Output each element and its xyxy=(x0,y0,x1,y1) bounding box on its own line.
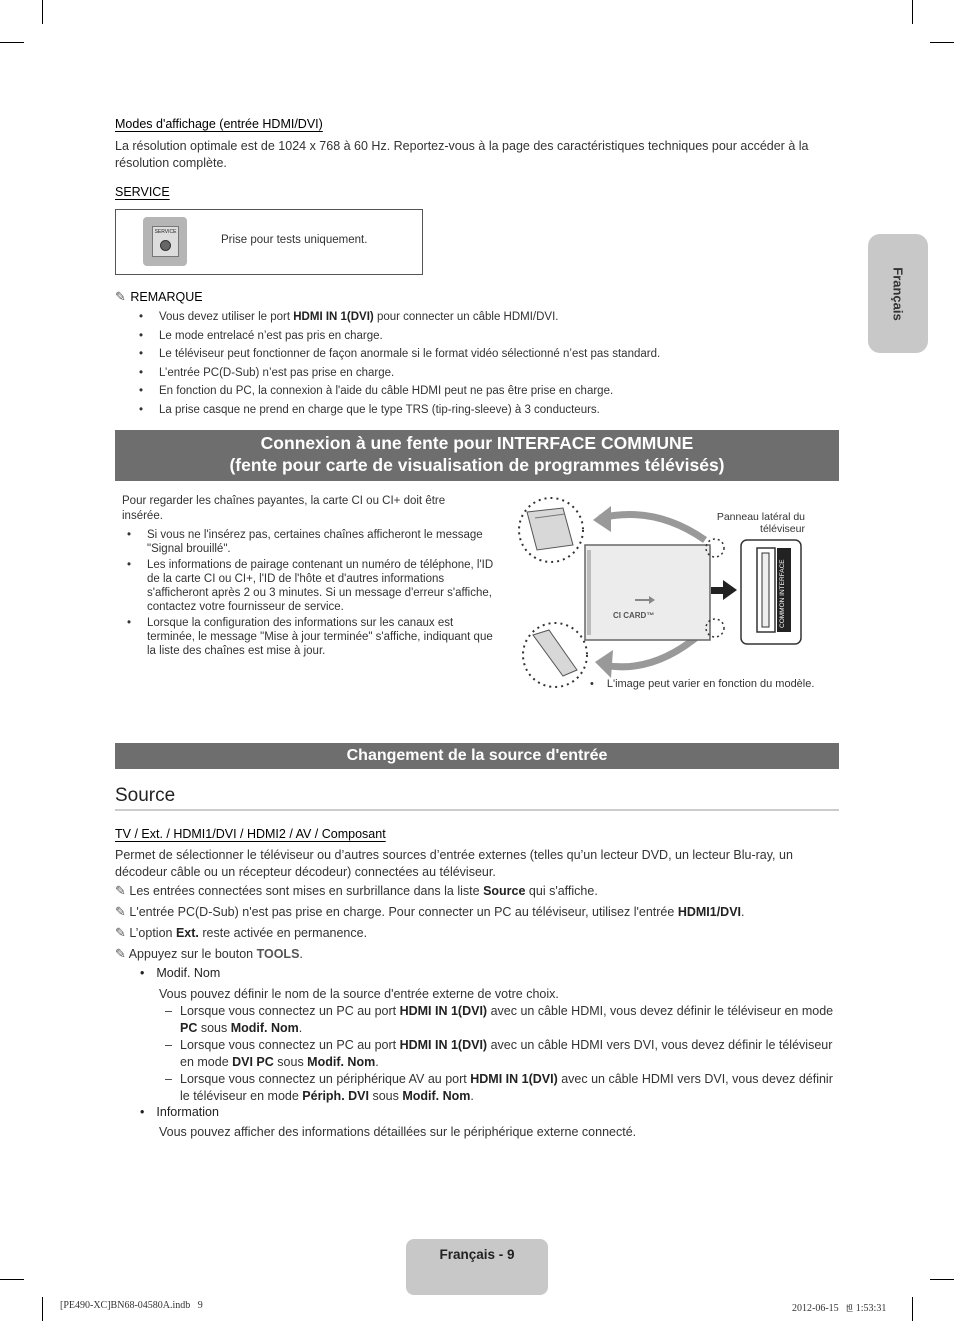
ci-intro: Pour regarder les chaînes payantes, la carte CI ou CI+ doit être insérée. xyxy=(122,495,446,522)
list-item: • Le mode entrelacé n’est pas pris en charge. xyxy=(115,327,845,346)
source-description: Permet de sélectionner le téléviseur ou d’autres sources d’entrée externes (telles qu’un lecteur DVD, un lecteur Blu-ray, un décodeur câble ou un récepteur décodeur) connectées au téléviseur. xyxy=(115,848,793,879)
information-description: Vous pouvez afficher des informations détaillées sur le périphérique externe connecté. xyxy=(159,1125,637,1139)
language-side-tab-label: Français xyxy=(890,266,906,321)
list-item: • En fonction du PC, la connexion à l'aide du câble HDMI peut ne pas être prise en charge. xyxy=(115,382,845,401)
panel-label: Panneau latéral du téléviseur xyxy=(716,511,805,535)
pencil-note-icon: ✎ xyxy=(115,884,126,899)
ci-card-bottom-icon xyxy=(533,630,577,676)
insert-arrow-icon xyxy=(723,580,737,600)
pencil-note-icon: ✎ xyxy=(115,947,126,962)
list-item: • L’entrée PC(D-Sub) n’est pas prise en charge. xyxy=(115,364,845,383)
list-item: • Si vous ne l'insérez pas, certaines chaînes afficheront le message "Signal brouillé". xyxy=(122,528,502,556)
modif-nom-case: Lorsque vous connectez un PC au port HDMI IN 1(DVI) avec un câble HDMI vers DVI, vous devez définir le téléviseur en mode DVI PC sous Modif. Nom. xyxy=(180,1038,833,1069)
language-side-tab xyxy=(868,234,928,353)
diagram-note: • L'image peut varier en fonction du modèle. xyxy=(590,678,815,690)
service-text: Prise pour tests uniquement. xyxy=(221,234,368,246)
modif-nom-description: Vous pouvez définir le nom de la source d'entrée externe de votre choix. xyxy=(159,987,559,1001)
pencil-note-icon: ✎ xyxy=(115,905,126,920)
remarque-list xyxy=(115,308,845,419)
modif-nom-case: Lorsque vous connectez un PC au port HDMI IN 1(DVI) avec un câble HDMI, vous devez définir le téléviseur en mode PC sous Modif. Nom. xyxy=(180,1004,834,1035)
pencil-note-icon: ✎ xyxy=(115,290,126,305)
note-item: ✎ L'entrée PC(D-Sub) n'est pas prise en charge. Pour connecter un PC au téléviseur, utilisez l'entrée HDMI1/DVI. xyxy=(115,905,745,920)
print-info-right: 2012-06-15 ꡁ 1:53:31 xyxy=(792,1303,887,1314)
page-number-tab xyxy=(406,1239,548,1295)
ci-card-label: CI CARD™ xyxy=(613,611,655,620)
service-box xyxy=(115,209,423,275)
note-item: ✎ Les entrées connectées sont mises en surbrillance dans la liste Source qui s'affiche. xyxy=(115,884,598,899)
remarque-label: REMARQUE xyxy=(130,290,203,304)
print-info-left: [PE490-XC]BN68-04580A.indb 9 xyxy=(60,1300,203,1311)
remarque-header xyxy=(115,288,203,306)
page-number: Français - 9 xyxy=(439,1247,515,1262)
modif-nom-item: • Modif. Nom xyxy=(140,966,221,980)
list-item: • Lorsque la configuration des informations sur les canaux est terminée, le message "Mise à jour terminée" s'affiche, indiquant que la liste des chaînes est mise à jour. xyxy=(122,616,502,658)
source-heading: Source xyxy=(115,785,176,806)
ci-slot-label: COMMON INTERFACE xyxy=(779,559,786,628)
source-options: TV / Ext. / HDMI1/DVI / HDMI2 / AV / Composant xyxy=(115,827,386,841)
note-item: ✎ Appuyez sur le bouton TOOLS. xyxy=(115,947,303,962)
list-item: • Vous devez utiliser le port HDMI IN 1(DVI) pour connecter un câble HDMI/DVI. xyxy=(115,308,845,327)
display-modes-text: La résolution optimale est de 1024 x 768 à 60 Hz. Reportez-vous à la page des caractéristiques techniques pour accéder à la résolution complète. xyxy=(115,139,809,170)
display-modes-heading: Modes d'affichage (entrée HDMI/DVI) xyxy=(115,117,323,131)
ci-bullet-list xyxy=(122,528,502,660)
service-heading: SERVICE xyxy=(115,185,170,199)
list-item: • Le téléviseur peut fonctionner de façon anormale si le format vidéo sélectionné n’est pas standard. xyxy=(115,345,845,364)
list-item: • La prise casque ne prend en charge que le type TRS (tip-ring-sleeve) à 3 conducteurs. xyxy=(115,401,845,420)
tv-side-panel xyxy=(585,545,710,640)
ci-section-title: Connexion à une fente pour INTERFACE COMMUNE (fente pour carte de visualisation de programmes télévisés) xyxy=(115,430,839,481)
pencil-note-icon: ✎ xyxy=(115,926,126,941)
modif-nom-case: Lorsque vous connectez un périphérique AV au port HDMI IN 1(DVI) avec un câble HDMI vers DVI, vous devez définir le téléviseur en mode Périph. DVI sous Modif. Nom. xyxy=(180,1072,833,1103)
note-item: ✎ L’option Ext. reste activée en permanence. xyxy=(115,926,368,941)
arrow-up-icon xyxy=(600,514,705,540)
source-notes xyxy=(115,881,855,965)
information-item: • Information xyxy=(140,1105,219,1119)
source-section-title: Changement de la source d'entrée xyxy=(115,743,839,769)
list-item: • Les informations de pairage contenant un numéro de téléphone, l'ID de la carte CI ou CI+, l'ID de l'hôte et d'autres informations s'afficheront après 2 ou 3 minutes. Si un message d'erreur s'affiche, contactez votre fournisseur de service. xyxy=(122,558,502,614)
ci-card-top-icon xyxy=(527,508,573,550)
service-port-icon: SERVICE xyxy=(143,217,187,266)
